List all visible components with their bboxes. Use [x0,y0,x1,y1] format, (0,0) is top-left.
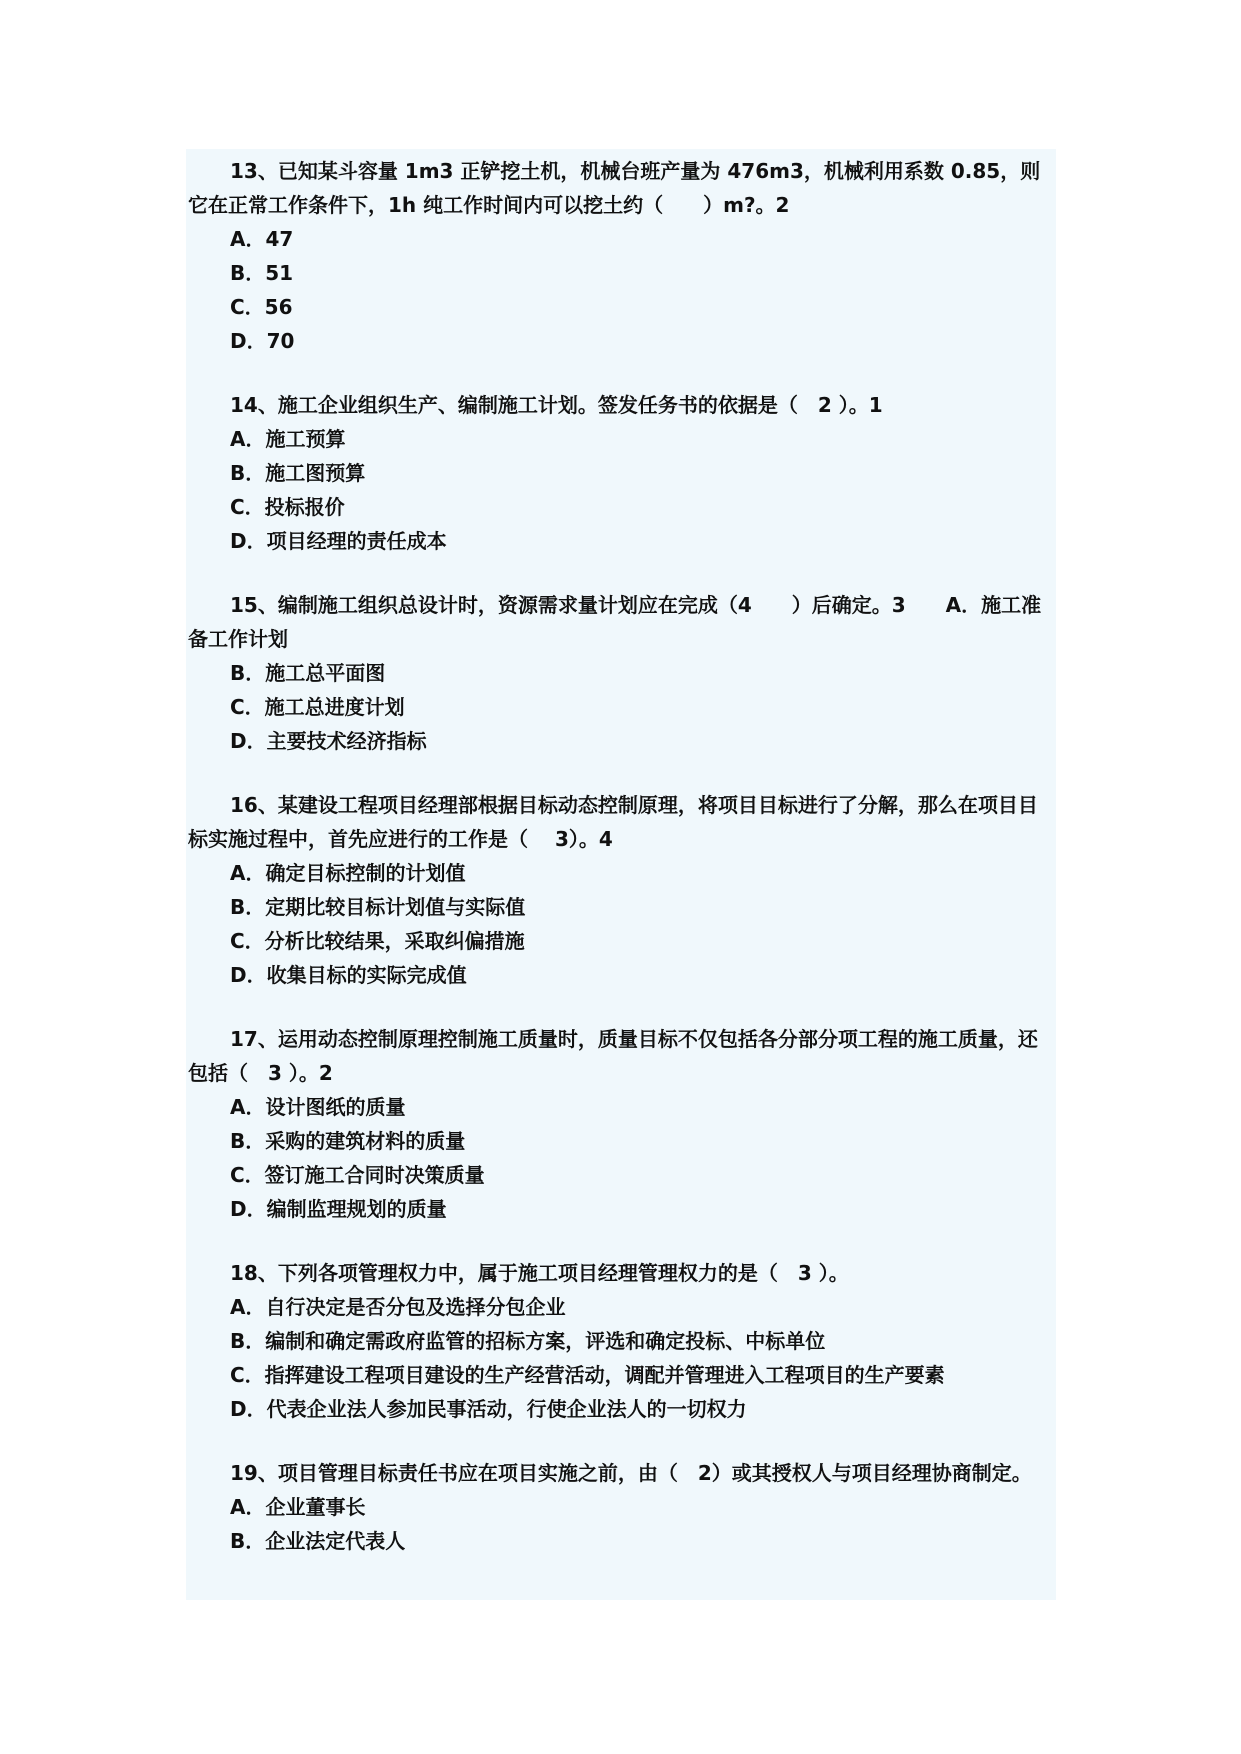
option-a: A．确定目标控制的计划值 [230,861,466,885]
option-b: B．采购的建筑材料的质量 [230,1129,466,1153]
option-d: D．代表企业法人参加民事活动，行使企业法人的一切权力 [230,1397,747,1421]
question-stem: 16、某建设工程项目经理部根据目标动态控制原理，将项目目标进行了分解，那么在项目目标实施过程中，首先应进行的工作是（ 3）。4 [188,793,1038,851]
option-c: C．指挥建设工程项目建设的生产经营活动，调配并管理进入工程项目的生产要素 [230,1363,945,1387]
question-stem: 15、编制施工组织总设计时，资源需求量计划应在完成（4 ）后确定。3 A．施工准备工作计划 [188,593,1042,651]
option-a: A．企业董事长 [230,1495,366,1519]
option-b: B．施工总平面图 [230,661,386,685]
option-b: B．施工图预算 [230,461,366,485]
question-15 [188,588,1054,758]
question-stem: 14、施工企业组织生产、编制施工计划。签发任务书的依据是（ 2 ）。1 [230,393,883,417]
question-stem: 19、项目管理目标责任书应在项目实施之前，由（ 2）或其授权人与项目经理协商制定。 [230,1461,1032,1485]
question-13 [188,154,1054,358]
question-19 [188,1456,1054,1558]
question-18 [188,1256,1054,1426]
option-a: A．设计图纸的质量 [230,1095,406,1119]
question-14 [188,388,1054,558]
question-list [188,154,1054,1588]
option-d: D．编制监理规划的质量 [230,1197,447,1221]
question-17 [188,1022,1054,1226]
option-c: C．56 [230,295,293,319]
option-c: C．施工总进度计划 [230,695,405,719]
question-stem: 17、运用动态控制原理控制施工质量时，质量目标不仅包括各分部分项工程的施工质量，还包括（ 3 ）。2 [188,1027,1038,1085]
question-stem: 18、下列各项管理权力中，属于施工项目经理管理权力的是（ 3 ）。 [230,1261,849,1285]
option-b: B．51 [230,261,294,285]
question-stem: 13、已知某斗容量 1m3 正铲挖土机，机械台班产量为 476m3，机械利用系数 0.85，则它在正常工作条件下，1h 纯工作时间内可以挖土约（ ）m?。2 [188,159,1041,217]
question-16 [188,788,1054,992]
option-b: B．编制和确定需政府监管的招标方案，评选和确定投标、中标单位 [230,1329,826,1353]
option-d: D．70 [230,329,295,353]
option-a: A．施工预算 [230,427,346,451]
option-c: C．分析比较结果，采取纠偏措施 [230,929,525,953]
option-a: A．47 [230,227,294,251]
option-d: D．主要技术经济指标 [230,729,427,753]
option-b: B．定期比较目标计划值与实际值 [230,895,526,919]
option-c: C．签订施工合同时决策质量 [230,1163,485,1187]
option-b: B．企业法定代表人 [230,1529,406,1553]
option-c: C．投标报价 [230,495,345,519]
option-d: D．收集目标的实际完成值 [230,963,467,987]
option-d: D．项目经理的责任成本 [230,529,447,553]
option-a: A．自行决定是否分包及选择分包企业 [230,1295,566,1319]
